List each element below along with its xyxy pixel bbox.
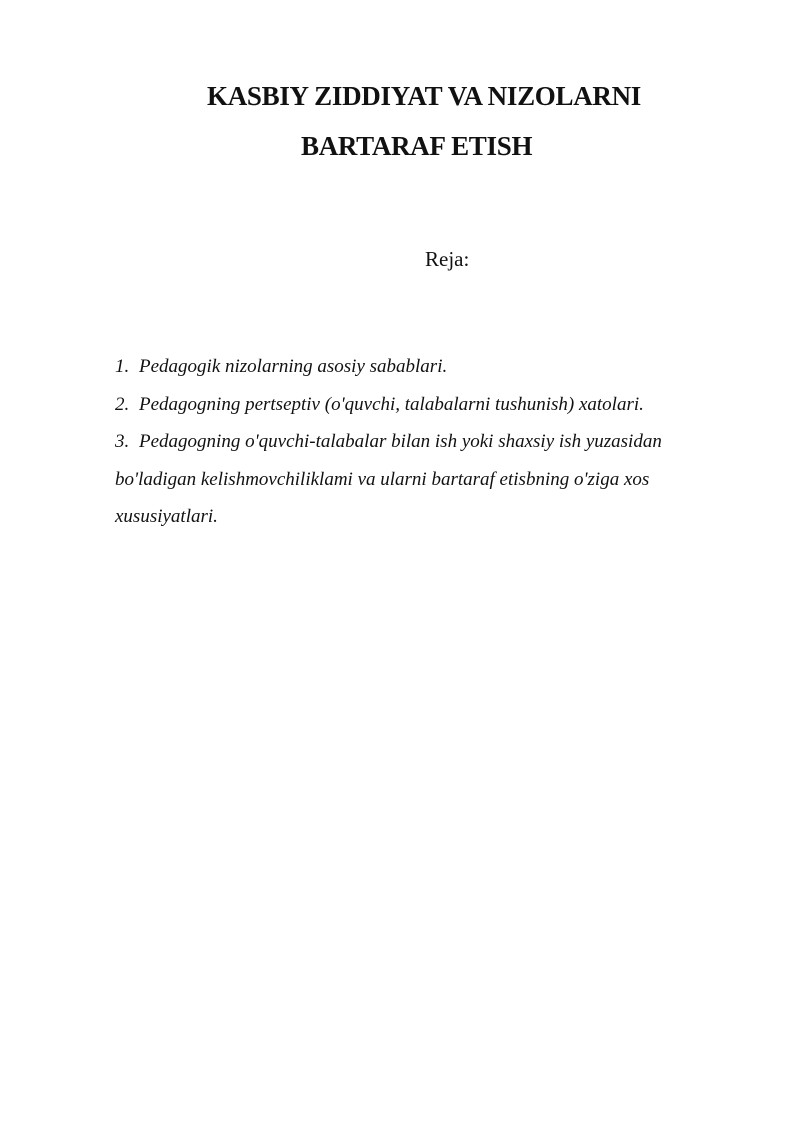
plan-list [115, 348, 715, 536]
document-title-line-1: KASBIY ZIDDIYAT VA NIZOLARNI [207, 81, 642, 111]
plan-item [115, 348, 715, 386]
plan-item [115, 386, 715, 424]
plan-item [115, 423, 715, 536]
plan-item-text: Pedagogning o'quvchi-talabalar bilan ish yoki shaxsiy ish yuzasidan bo'ladigan kelishmovchiliklami va ularni bartaraf etisbning o'ziga xos xususiyatlari. [115, 431, 662, 527]
plan-item-text: Pedagogik nizolarning asosiy sabablari. [139, 356, 448, 377]
plan-item-number: 3. [115, 431, 130, 452]
plan-item-number: 1. [115, 356, 130, 377]
plan-item-text: Pedagogning pertseptiv (o'quvchi, talabalarni tushunish) xatolari. [139, 393, 644, 415]
plan-heading: Reja: [425, 247, 470, 271]
document-title-line-2: BARTARAF ETISH [301, 131, 533, 161]
plan-item-number: 2. [115, 393, 130, 415]
